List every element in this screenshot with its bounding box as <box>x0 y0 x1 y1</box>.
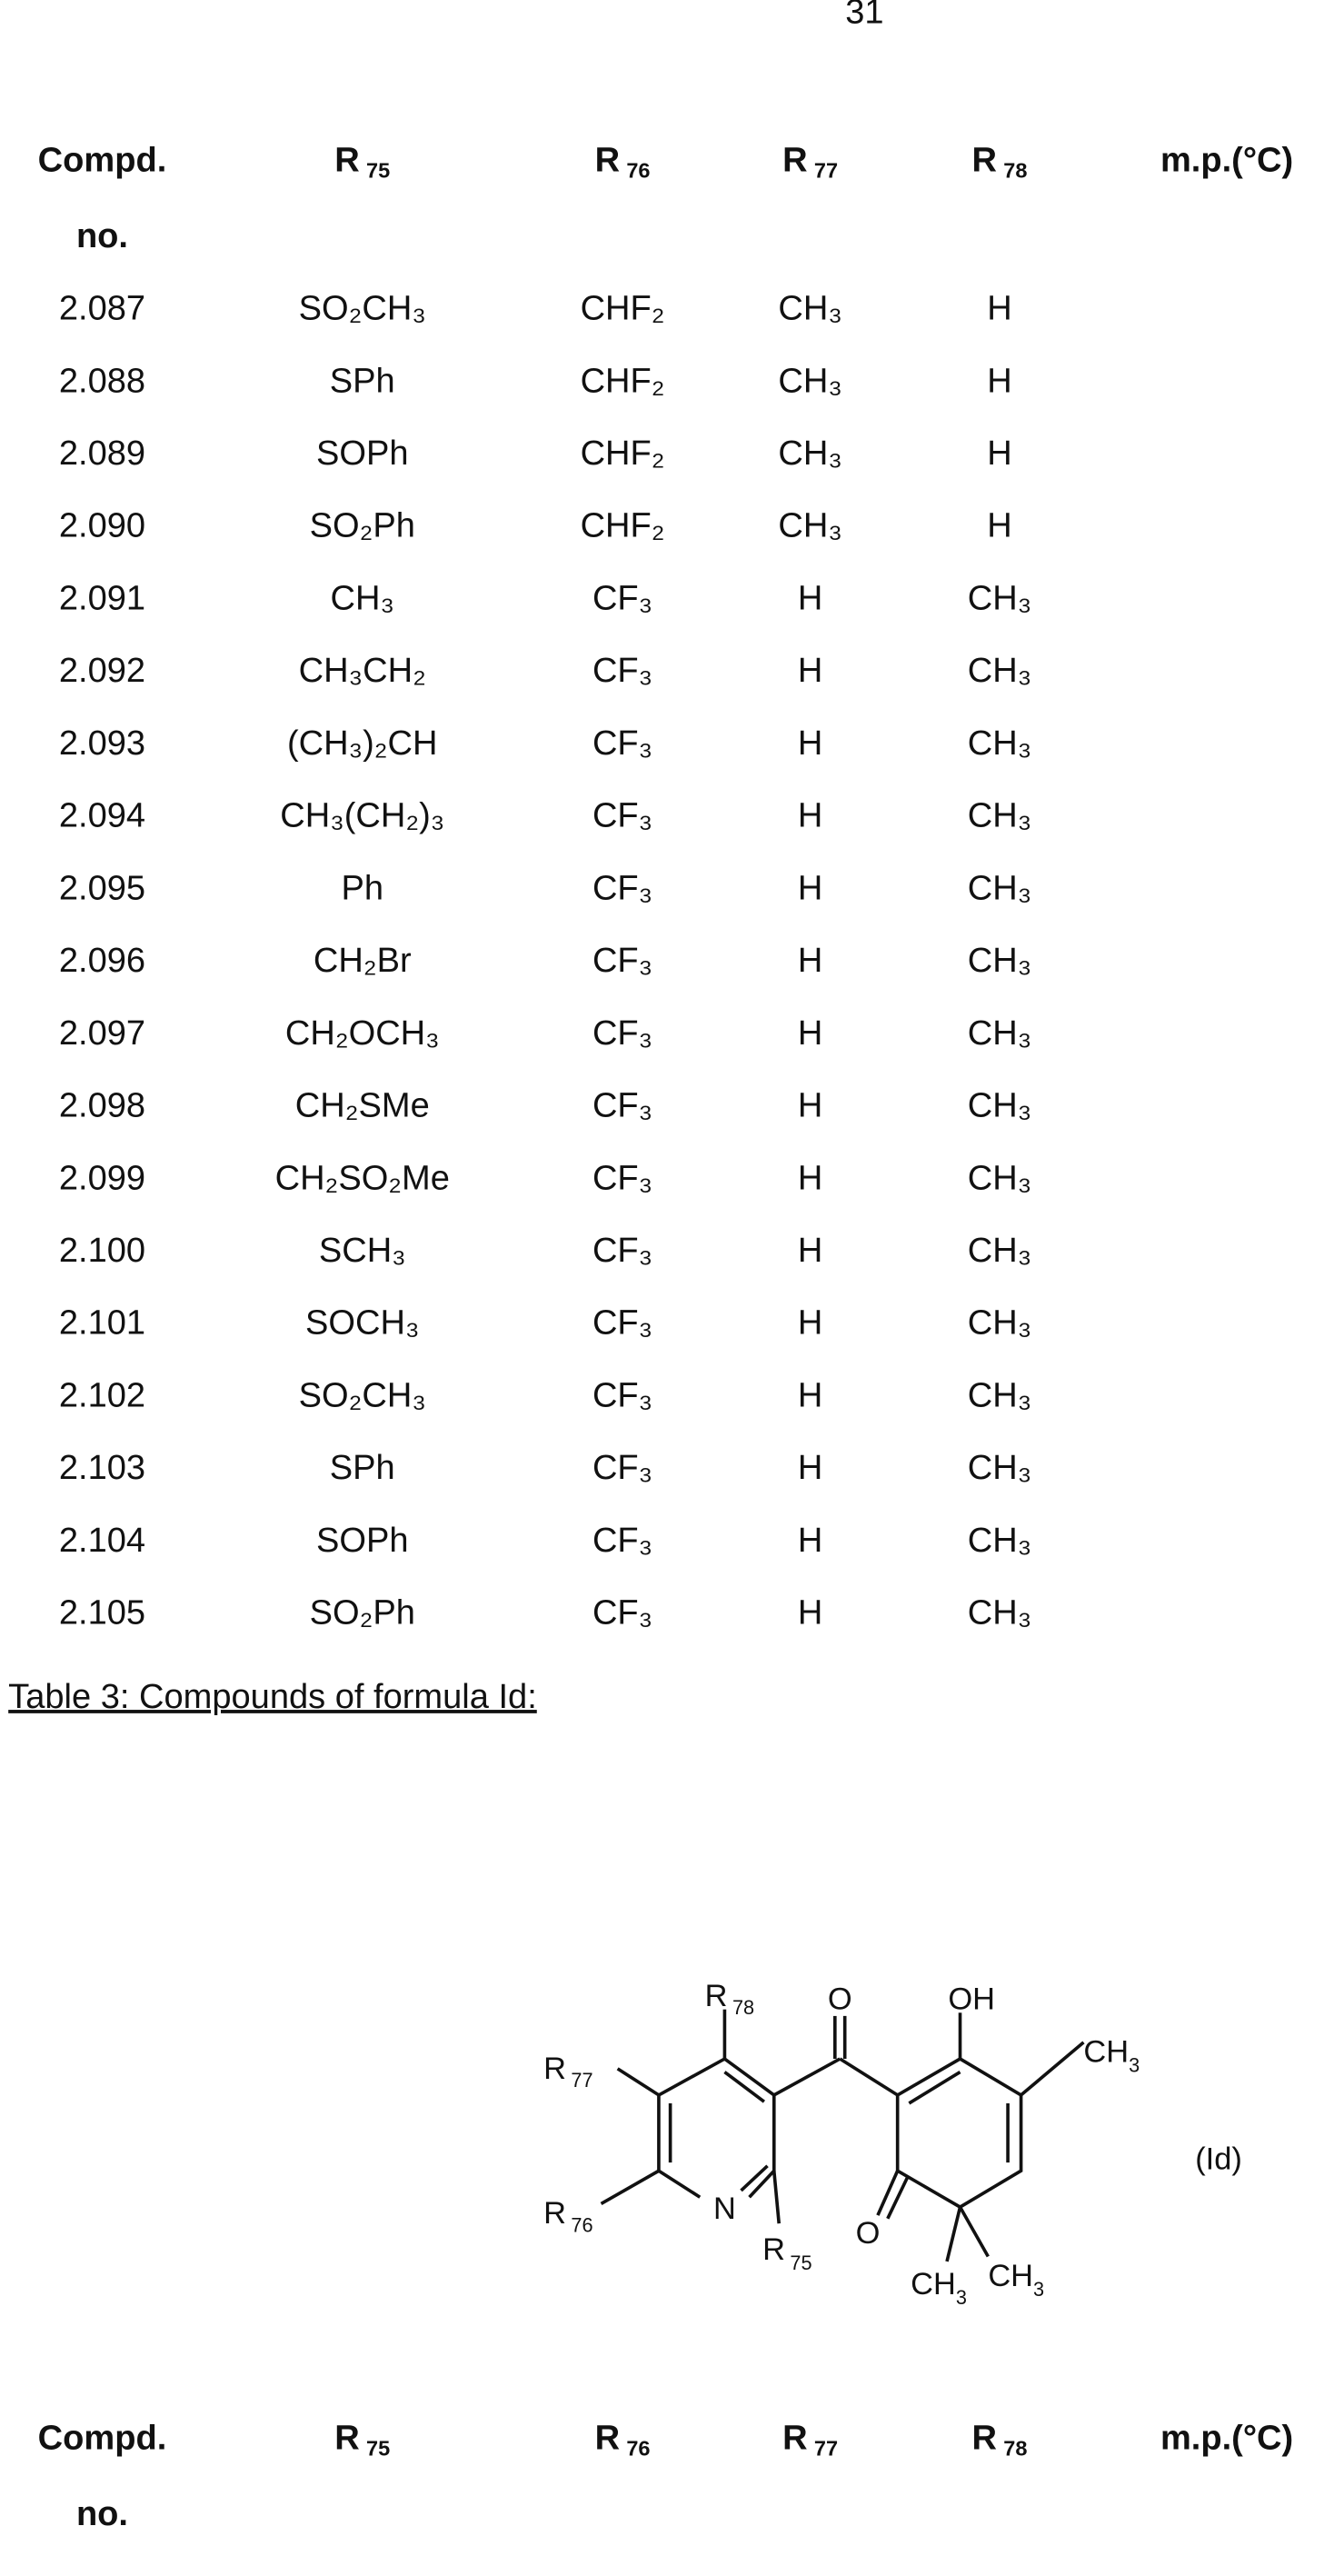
methyl-label-b: CH3 <box>988 2259 1044 2301</box>
table-3-heading: Table 3: Compounds of formula Id: <box>8 1678 537 1716</box>
table-row <box>59 434 1012 473</box>
cell-r75: SO₂CH₃ <box>299 290 426 328</box>
table-row <box>59 1376 1031 1414</box>
cell-r76: CF₃ <box>592 1232 652 1270</box>
cell-r75: CH₃CH₂ <box>299 652 426 690</box>
cell-compd-no: 2.096 <box>59 942 145 980</box>
cell-r77: H <box>798 1594 822 1632</box>
table-row <box>59 724 1031 763</box>
cell-r76: CF₃ <box>592 942 652 980</box>
header-r77: R 77 <box>782 2419 838 2460</box>
cell-r75: CH₃(CH₂)₃ <box>280 797 444 835</box>
table-header-bottom <box>38 2419 1294 2532</box>
cell-r77: H <box>798 1376 822 1414</box>
header-r76: R 76 <box>595 141 651 182</box>
cell-r76: CF₃ <box>592 1449 652 1487</box>
table-row <box>59 290 1012 328</box>
table-row <box>59 1594 1031 1632</box>
cell-r78: CH₃ <box>968 797 1031 835</box>
cell-compd-no: 2.092 <box>59 652 145 690</box>
cell-r78: H <box>987 507 1011 545</box>
table-row <box>59 1449 1031 1487</box>
cell-r76: CF₃ <box>592 1087 652 1125</box>
cell-r75: CH₂SMe <box>295 1087 430 1125</box>
cell-r76: CF₃ <box>592 1304 652 1343</box>
cell-r78: CH₃ <box>968 942 1031 980</box>
document-page <box>0 0 1334 2576</box>
header-no: no. <box>76 2495 128 2533</box>
cell-r78: CH₃ <box>968 1159 1031 1197</box>
header-no: no. <box>76 217 128 255</box>
table-row <box>59 1522 1031 1560</box>
cell-r78: H <box>987 434 1011 473</box>
cell-r78: CH₃ <box>968 579 1031 617</box>
ring-oxygen-label: O <box>856 2216 881 2251</box>
cell-r78: CH₃ <box>968 1087 1031 1125</box>
table-row <box>59 1087 1031 1125</box>
cell-r76: CF₃ <box>592 869 652 907</box>
cell-r76: CHF₂ <box>581 362 665 400</box>
cell-r76: CF₃ <box>592 1014 652 1053</box>
cell-compd-no: 2.089 <box>59 434 145 473</box>
cell-r77: H <box>798 1014 822 1053</box>
header-mp: m.p.(°C) <box>1160 2419 1293 2457</box>
cell-compd-no: 2.105 <box>59 1594 145 1632</box>
page-number: 31 <box>845 0 883 31</box>
cell-r75: SO₂Ph <box>310 507 415 545</box>
cell-r75: (CH₃)₂CH <box>287 724 438 763</box>
cell-r77: H <box>798 1304 822 1343</box>
table-row <box>59 579 1031 617</box>
cell-r77: CH₃ <box>778 362 841 400</box>
cell-r78: CH₃ <box>968 1014 1031 1053</box>
cell-r75: Ph <box>342 869 384 907</box>
methyl-label: CH3 <box>1083 2035 1140 2077</box>
cell-r77: H <box>798 1159 822 1197</box>
table-row <box>59 869 1031 907</box>
cell-compd-no: 2.098 <box>59 1087 145 1125</box>
cell-compd-no: 2.091 <box>59 579 145 617</box>
table-row <box>59 1304 1031 1343</box>
cell-r76: CF₃ <box>592 797 652 835</box>
cell-compd-no: 2.104 <box>59 1522 145 1560</box>
cell-r77: H <box>798 579 822 617</box>
cell-r76: CF₃ <box>592 1594 652 1632</box>
cell-compd-no: 2.100 <box>59 1232 145 1270</box>
cell-r77: H <box>798 869 822 907</box>
cell-r77: H <box>798 1087 822 1125</box>
cell-r76: CF₃ <box>592 1522 652 1560</box>
cell-r78: CH₃ <box>968 1304 1031 1343</box>
cell-r77: CH₃ <box>778 290 841 328</box>
header-compd: Compd. <box>38 141 167 179</box>
cell-compd-no: 2.097 <box>59 1014 145 1053</box>
cell-r78: CH₃ <box>968 1376 1031 1414</box>
cell-compd-no: 2.090 <box>59 507 145 545</box>
table-row <box>59 942 1031 980</box>
header-r76: R 76 <box>595 2419 651 2460</box>
cell-r75: CH₃ <box>331 579 394 617</box>
r75-label: R 75 <box>762 2232 811 2274</box>
cell-compd-no: 2.087 <box>59 290 145 328</box>
cell-r76: CHF₂ <box>581 507 665 545</box>
table-row <box>59 1014 1031 1053</box>
cell-r78: CH₃ <box>968 1449 1031 1487</box>
cell-r76: CF₃ <box>592 1159 652 1197</box>
table-2-rows <box>59 290 1031 1632</box>
cell-r76: CF₃ <box>592 579 652 617</box>
cell-r76: CF₃ <box>592 652 652 690</box>
cell-r78: CH₃ <box>968 1232 1031 1270</box>
hydroxyl-label: OH <box>948 1982 995 2017</box>
r77-label: R 77 <box>543 2052 592 2092</box>
cell-compd-no: 2.094 <box>59 797 145 835</box>
header-compd: Compd. <box>38 2419 167 2457</box>
cell-compd-no: 2.088 <box>59 362 145 400</box>
cell-r75: SPh <box>330 1449 395 1487</box>
cell-compd-no: 2.099 <box>59 1159 145 1197</box>
table-row <box>59 797 1031 835</box>
r78-label: R 78 <box>705 1979 754 2019</box>
cell-r78: CH₃ <box>968 1522 1031 1560</box>
cell-r76: CF₃ <box>592 724 652 763</box>
table-row <box>59 507 1012 545</box>
header-r78: R 78 <box>972 2419 1028 2460</box>
cell-r75: SPh <box>330 362 395 400</box>
cell-r78: H <box>987 290 1011 328</box>
header-mp: m.p.(°C) <box>1160 141 1293 179</box>
cell-r75: CH₂Br <box>314 942 412 980</box>
table-row <box>59 362 1012 400</box>
formula-label: (Id) <box>1195 2142 1242 2176</box>
cell-r76: CF₃ <box>592 1376 652 1414</box>
chemical-structure-id <box>543 1979 1242 2309</box>
cell-r75: SO₂Ph <box>310 1594 415 1632</box>
cell-r77: CH₃ <box>778 434 841 473</box>
cell-r75: SOCH₃ <box>305 1304 419 1343</box>
cell-r78: CH₃ <box>968 724 1031 763</box>
cell-r75: CH₂SO₂Me <box>275 1159 450 1197</box>
cell-compd-no: 2.093 <box>59 724 145 763</box>
cell-r77: H <box>798 942 822 980</box>
table-row <box>59 1232 1031 1270</box>
cell-r78: CH₃ <box>968 652 1031 690</box>
cell-r78: CH₃ <box>968 1594 1031 1632</box>
ketone-oxygen-label: O <box>828 1982 852 2017</box>
cell-r77: H <box>798 797 822 835</box>
header-r75: R 75 <box>334 141 390 182</box>
cell-r77: H <box>798 1449 822 1487</box>
cell-compd-no: 2.095 <box>59 869 145 907</box>
cell-r77: H <box>798 652 822 690</box>
header-r78: R 78 <box>972 141 1028 182</box>
cell-compd-no: 2.103 <box>59 1449 145 1487</box>
cell-r75: SCH₃ <box>319 1232 406 1270</box>
cell-r75: CH₂OCH₃ <box>285 1014 440 1053</box>
table-header-top <box>38 141 1294 255</box>
cell-r76: CHF₂ <box>581 434 665 473</box>
cell-r78: H <box>987 362 1011 400</box>
table-row <box>59 1159 1031 1197</box>
header-r77: R 77 <box>782 141 838 182</box>
table-row <box>59 652 1031 690</box>
cell-r77: H <box>798 1232 822 1270</box>
cell-r77: H <box>798 1522 822 1560</box>
cell-r75: SO₂CH₃ <box>299 1376 426 1414</box>
nitrogen-label: N <box>713 2192 736 2226</box>
cell-compd-no: 2.101 <box>59 1304 145 1343</box>
cell-r76: CHF₂ <box>581 290 665 328</box>
methyl-label-a: CH3 <box>911 2267 967 2309</box>
cell-r75: SOPh <box>316 434 409 473</box>
r76-label: R 76 <box>543 2196 592 2236</box>
header-r75: R 75 <box>334 2419 390 2460</box>
cell-r77: H <box>798 724 822 763</box>
cell-r75: SOPh <box>316 1522 409 1560</box>
cell-compd-no: 2.102 <box>59 1376 145 1414</box>
cell-r78: CH₃ <box>968 869 1031 907</box>
cell-r77: CH₃ <box>778 507 841 545</box>
